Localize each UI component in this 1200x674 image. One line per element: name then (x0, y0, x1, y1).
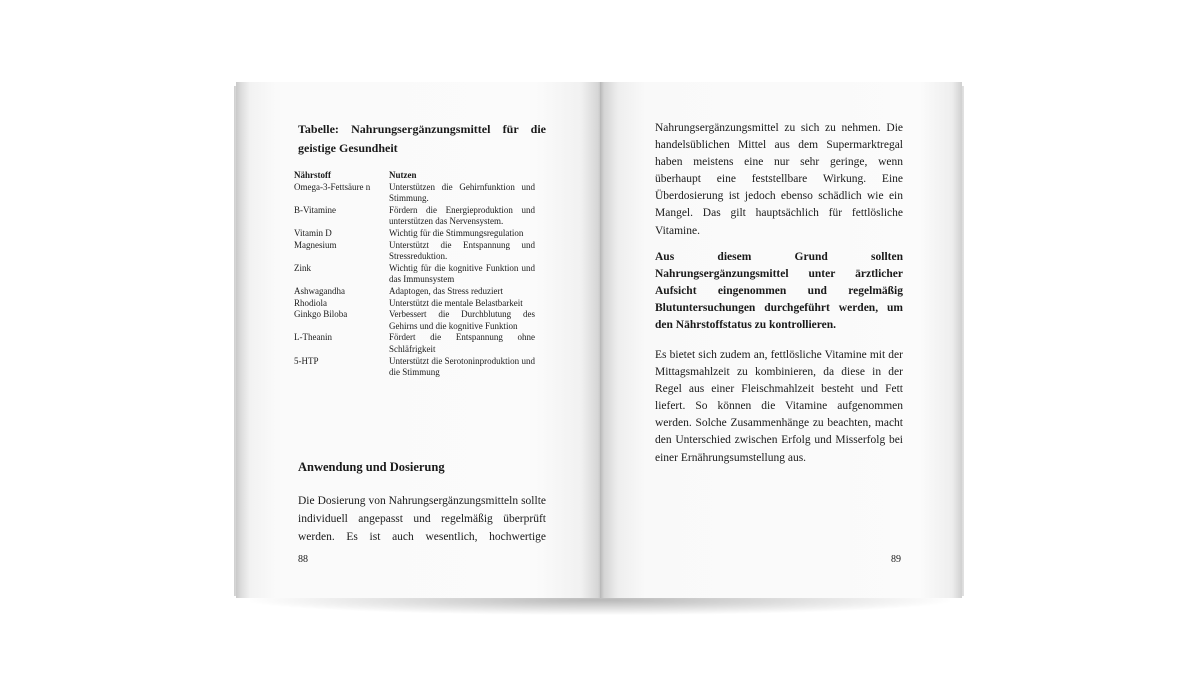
table-row (294, 286, 536, 298)
nutrient-cell: Ginkgo Biloba (294, 309, 348, 320)
benefit-cell: Fördert die Entspannung ohne Schläfrigkeit (389, 332, 535, 354)
benefit-cell: Fördern die Energieproduktion und unterstützen das Nervensystem. (389, 204, 535, 227)
nutrient-cell: 5-HTP (294, 355, 319, 366)
benefit-cell: Adaptogen, das Stress reduziert (389, 285, 503, 296)
body-paragraph: Es bietet sich zudem an, fettlösliche Vitamine mit der Mittagsmahlzeit zu kombinieren, da diese in der Regel aus einer Fleischmahlzeit besteht und Fett liefert. So können die Vitamine aufgenommen werden. Solche Zusammenhänge zu beachten, macht den Unterschied zwischen Erfolg und Misserfolg bei einer Ernährungsumstellung aus. (655, 349, 903, 464)
benefit-cell: Unterstützt die mentale Belastbarkeit (389, 297, 523, 308)
body-paragraph: Die Dosierung von Nahrungsergänzungsmitteln sollte individuell angepasst und regelmäßig überprüft werden. Es ist auch wesentlich, hochwertige (298, 495, 546, 543)
nutrient-cell: B-Vitamine (294, 204, 336, 215)
nutrient-cell: L-Theanin (294, 332, 332, 343)
table-header-benefit: Nutzen (389, 170, 417, 180)
table-row (294, 356, 536, 379)
left-page (236, 82, 602, 598)
supplement-table (294, 170, 536, 379)
page-number-right: 89 (891, 554, 901, 565)
nutrient-cell: Vitamin D (294, 227, 332, 238)
benefit-cell: Unterstützen die Gehirnfunktion und Stimmung. (389, 181, 535, 204)
table-row (294, 298, 536, 310)
table-row (294, 263, 536, 286)
nutrient-cell: Zink (294, 262, 311, 273)
table-row (294, 205, 536, 228)
nutrient-cell: Magnesium (294, 239, 337, 250)
nutrient-cell: Omega-3-Fettsäure n (294, 181, 371, 192)
table-title: Tabelle: Nahrungsergänzungsmittel für die geistige Gesundheit (298, 122, 546, 155)
nutrient-cell: Rhodiola (294, 297, 327, 308)
table-header-nutrient: Nährstoff (294, 170, 331, 180)
benefit-cell: Wichtig für die Stimmungsregulation (389, 227, 524, 238)
body-paragraph: Nahrungsergänzungsmittel zu sich zu nehmen. Die handelsüblichen Mittel aus dem Supermarktregal haben meistens eine nur sehr geringe, wenn überhaupt eine feststellbare Wirkung. Eine Überdosierung ist jedoch ebenso schädlich wie ein Mangel. Das gilt hauptsächlich für fettlösliche Vitamine. (655, 122, 903, 237)
benefit-cell: Wichtig für die kognitive Funktion und das Immunsystem (389, 262, 535, 285)
right-page (600, 82, 962, 598)
table-row (294, 309, 536, 332)
table-row (294, 240, 536, 263)
page-number-left: 88 (298, 554, 308, 565)
bold-paragraph: Aus diesem Grund sollten Nahrungsergänzungsmittel unter ärztlicher Aufsicht eingenommen und regelmäßig Blutuntersuchungen durchgeführt werden, um den Nährstoffstatus zu kontrollieren. (655, 251, 903, 332)
section-heading: Anwendung und Dosierung (298, 460, 445, 474)
table-row (294, 332, 536, 355)
table-row (294, 182, 536, 205)
table-header-row (294, 170, 536, 182)
benefit-cell: Unterstützt die Entspannung und Stressreduktion. (389, 239, 535, 262)
table-row (294, 228, 536, 240)
nutrient-cell: Ashwagandha (294, 285, 345, 296)
benefit-cell: Unterstützt die Serotoninproduktion und die Stimmung (389, 355, 535, 378)
benefit-cell: Verbessert die Durchblutung des Gehirns und die kognitive Funktion (389, 309, 535, 331)
